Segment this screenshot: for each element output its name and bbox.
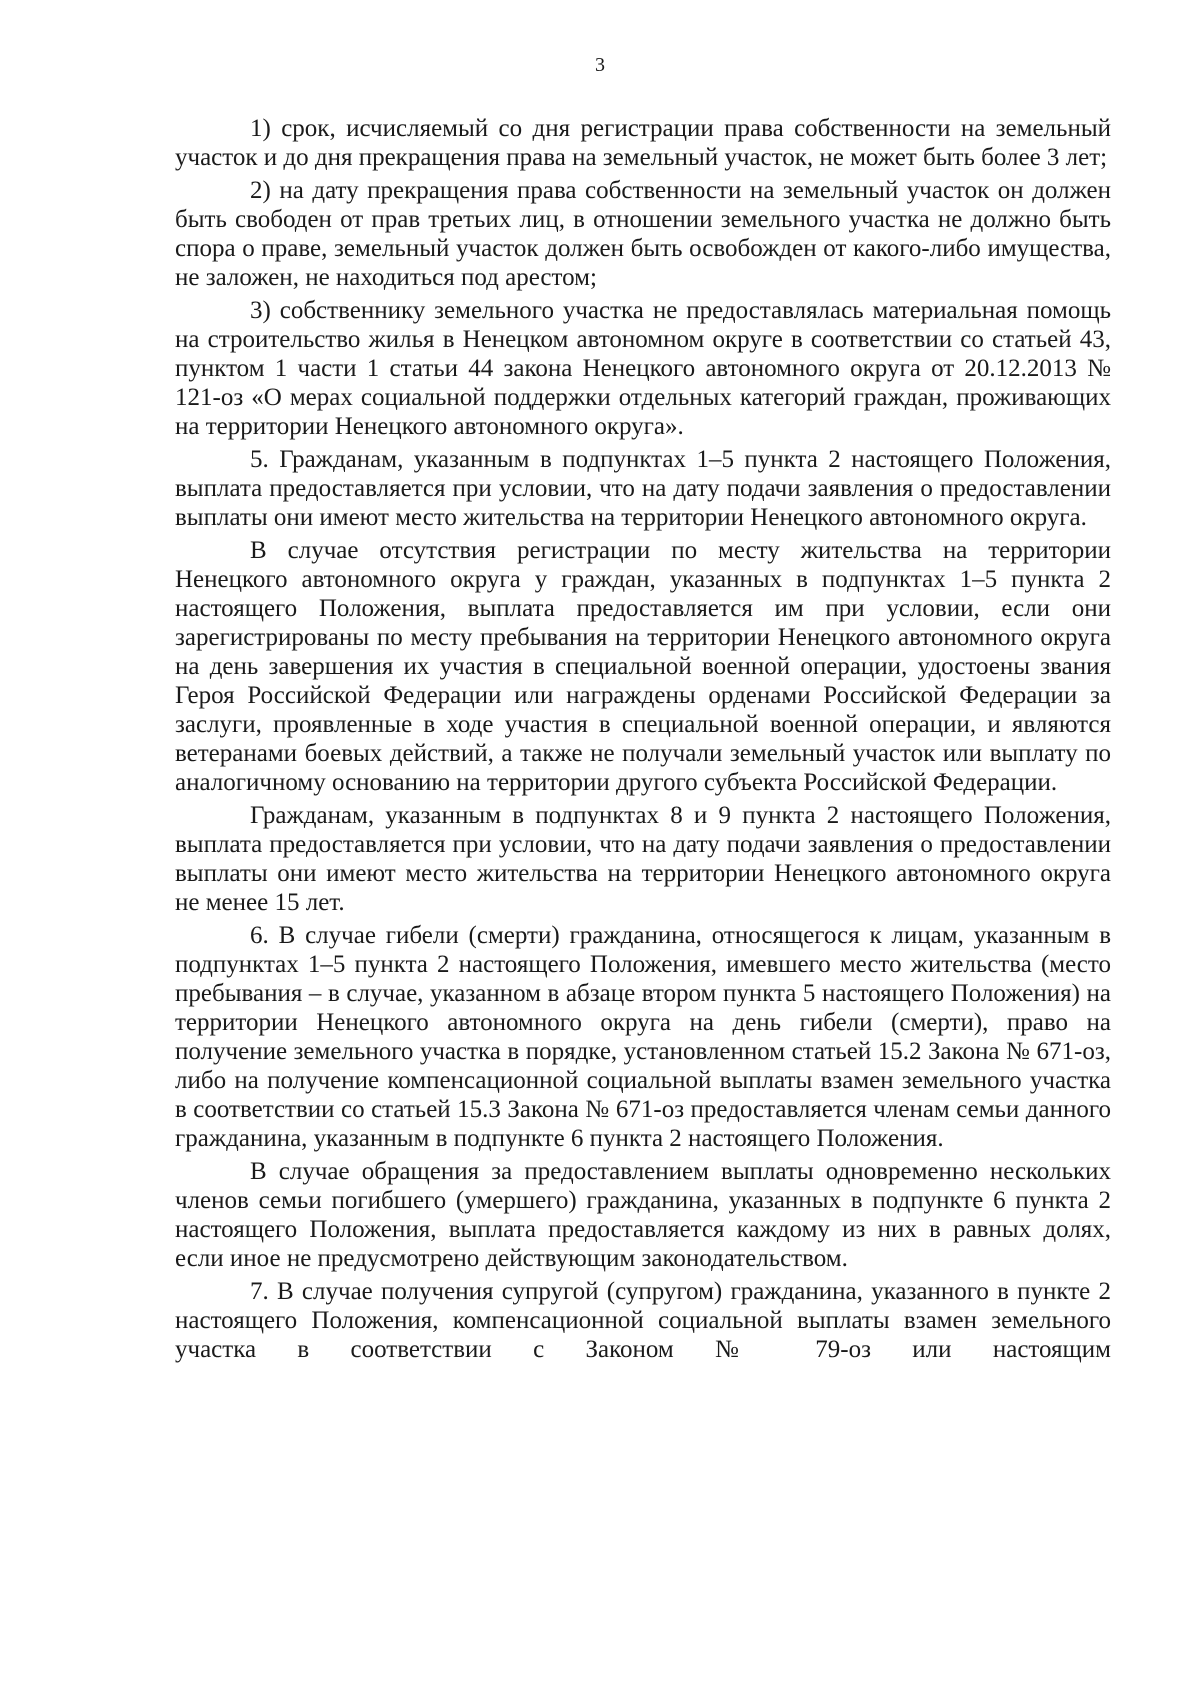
paragraph-1: 1) срок, исчисляемый со дня регистрации права собственности на земельный участок и до дня прекращения права на земельный участок, не может быть более 3 лет; <box>175 115 1111 171</box>
document-body <box>175 114 1111 1368</box>
paragraph-6: Гражданам, указанным в подпунктах 8 и 9 пункта 2 настоящего Положения, выплата предоставляется при условии, что на дату подачи заявления о предоставлении выплаты они имеют место жительства на территории Ненецкого автономного округа не менее 15 лет. <box>175 802 1111 916</box>
paragraph-2: 2) на дату прекращения права собственности на земельный участок он должен быть свободен от прав третьих лиц, в отношении земельного участка не должно быть спора о праве, земельный участок должен быть освобожден от какого-либо имущества, не заложен, не находиться под арестом; <box>175 177 1111 291</box>
page-number: 3 <box>595 54 605 76</box>
paragraph-7: 6. В случае гибели (смерти) гражданина, относящегося к лицам, указанным в подпунктах 1–5 пункта 2 настоящего Положения, имевшего место жительства (место пребывания – в случае, указанном в абзаце втором пункта 5 настоящего Положения) на территории Ненецкого автономного округа на день гибели (смерти), право на получение земельного участка в порядке, установленном статьей 15.2 Закона № 671-оз, либо на получение компенсационной социальной выплаты взамен земельного участка в соответствии со статьей 15.3 Закона № 671-оз предоставляется членам семьи данного гражданина, указанным в подпункте 6 пункта 2 настоящего Положения. <box>175 922 1111 1152</box>
paragraph-5: В случае отсутствия регистрации по месту жительства на территории Ненецкого автономного округа у граждан, указанных в подпунктах 1–5 пункта 2 настоящего Положения, выплата предоставляется им при условии, если они зарегистрированы по месту пребывания на территории Ненецкого автономного округа на день завершения их участия в специальной военной операции, удостоены звания Героя Российской Федерации или награждены орденами Российской Федерации за заслуги, проявленные в ходе участия в специальной военной операции, и являются ветеранами боевых действий, а также не получали земельный участок или выплату по аналогичному основанию на территории другого субъекта Российской Федерации. <box>175 537 1111 796</box>
paragraph-9: 7. В случае получения супругой (супругом) гражданина, указанного в пункте 2 настоящего Положения, компенсационной социальной выплаты взамен земельного участка в соответствии с Законом № 79-оз или настоящим <box>175 1278 1111 1363</box>
paragraph-4: 5. Гражданам, указанным в подпунктах 1–5 пункта 2 настоящего Положения, выплата предоставляется при условии, что на дату подачи заявления о предоставлении выплаты они имеют место жительства на территории Ненецкого автономного округа. <box>175 446 1111 531</box>
paragraph-8: В случае обращения за предоставлением выплаты одновременно нескольких членов семьи погибшего (умершего) гражданина, указанных в подпункте 6 пункта 2 настоящего Положения, выплата предоставляется каждому из них в равных долях, если иное не предусмотрено действующим законодательством. <box>175 1158 1111 1272</box>
paragraph-3: 3) собственнику земельного участка не предоставлялась материальная помощь на строительство жилья в Ненецком автономном округе в соответствии со статьей 43, пунктом 1 части 1 статьи 44 закона Ненецкого автономного округа от 20.12.2013 № 121-оз «О мерах социальной поддержки отдельных категорий граждан, проживающих на территории Ненецкого автономного округа». <box>175 297 1111 440</box>
